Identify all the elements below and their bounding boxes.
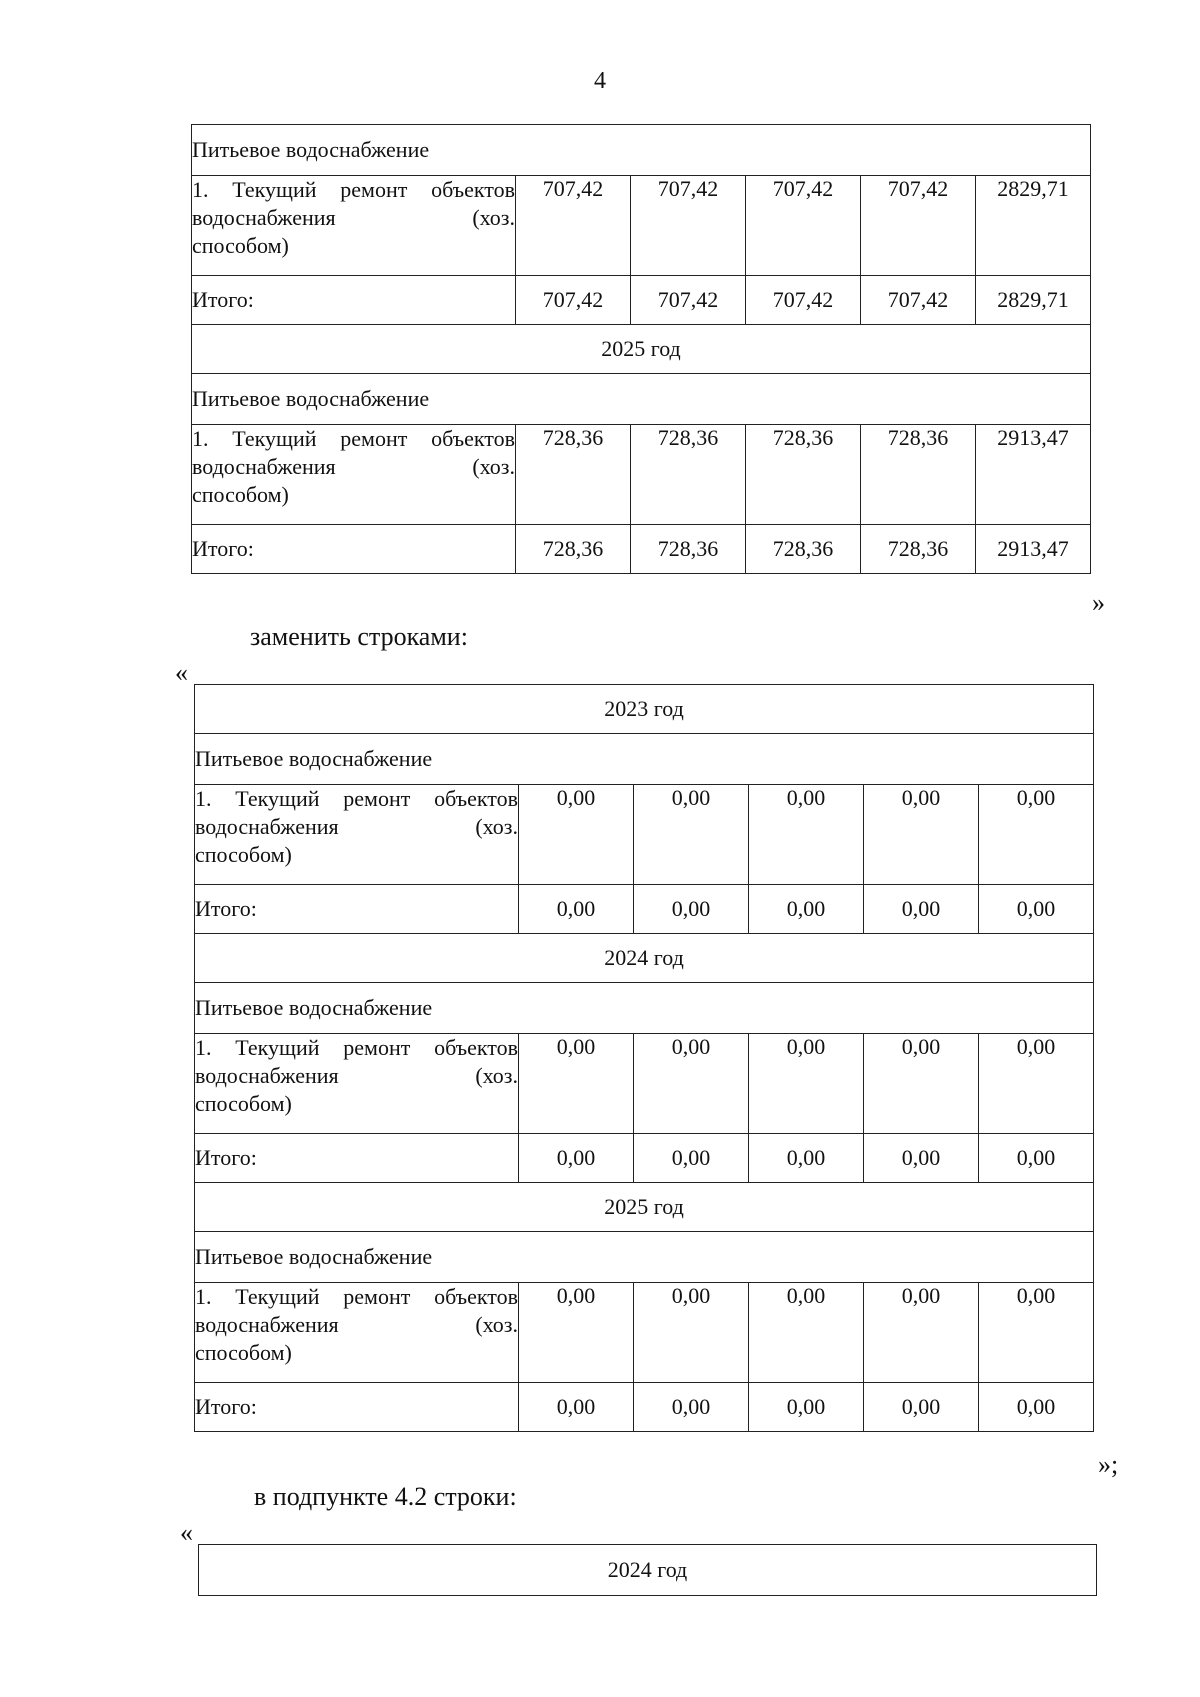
row-label-line: водоснабжения bbox=[195, 1312, 339, 1337]
total-label: Итого: bbox=[195, 885, 519, 934]
value-cell: 2829,71 bbox=[976, 276, 1091, 325]
row-label-line: (хоз. bbox=[475, 1312, 518, 1337]
open-quote: « bbox=[180, 1518, 193, 1547]
value-cell: 0,00 bbox=[979, 785, 1094, 885]
value-cell: 0,00 bbox=[749, 1283, 864, 1383]
value-cell: 728,36 bbox=[861, 525, 976, 574]
row-label-line: 1. Текущий ремонт объектов bbox=[195, 1284, 518, 1309]
year-row bbox=[199, 1545, 1097, 1596]
value-cell: 0,00 bbox=[519, 885, 634, 934]
value-cell: 2913,47 bbox=[976, 425, 1091, 525]
value-cell: 728,36 bbox=[631, 525, 746, 574]
year-label: 2025 год bbox=[192, 325, 1091, 374]
total-row bbox=[195, 885, 1094, 934]
row-label bbox=[192, 176, 516, 276]
row-label-line: 1. Текущий ремонт объектов bbox=[195, 1035, 518, 1060]
row-label-line: способом) bbox=[195, 842, 292, 867]
value-cell: 707,42 bbox=[631, 276, 746, 325]
value-cell: 0,00 bbox=[979, 1134, 1094, 1183]
value-cell: 707,42 bbox=[631, 176, 746, 276]
table-original-rows bbox=[191, 124, 1091, 574]
total-row bbox=[192, 525, 1091, 574]
value-cell: 0,00 bbox=[749, 785, 864, 885]
row-label-line: (хоз. bbox=[472, 454, 515, 479]
value-cell: 707,42 bbox=[861, 276, 976, 325]
row-label-line: способом) bbox=[192, 482, 289, 507]
row-label-line: способом) bbox=[195, 1091, 292, 1116]
section-title: Питьевое водоснабжение bbox=[195, 983, 1094, 1034]
total-label: Итого: bbox=[192, 276, 516, 325]
year-label: 2025 год bbox=[195, 1183, 1094, 1232]
year-row bbox=[195, 685, 1094, 734]
value-cell: 0,00 bbox=[864, 1034, 979, 1134]
value-cell: 0,00 bbox=[519, 1134, 634, 1183]
year-row bbox=[192, 325, 1091, 374]
replace-instruction: заменить строками: bbox=[250, 622, 468, 651]
repair-row bbox=[195, 785, 1094, 885]
total-row bbox=[192, 276, 1091, 325]
repair-row bbox=[192, 176, 1091, 276]
total-label: Итого: bbox=[192, 525, 516, 574]
value-cell: 0,00 bbox=[634, 785, 749, 885]
section-row bbox=[192, 125, 1091, 176]
value-cell: 0,00 bbox=[979, 1383, 1094, 1432]
value-cell: 0,00 bbox=[864, 885, 979, 934]
value-cell: 728,36 bbox=[746, 425, 861, 525]
value-cell: 0,00 bbox=[519, 785, 634, 885]
row-label-line: способом) bbox=[192, 233, 289, 258]
section-row bbox=[195, 1232, 1094, 1283]
value-cell: 0,00 bbox=[519, 1034, 634, 1134]
value-cell: 0,00 bbox=[979, 1283, 1094, 1383]
row-label bbox=[192, 425, 516, 525]
value-cell: 0,00 bbox=[864, 785, 979, 885]
year-row bbox=[195, 1183, 1094, 1232]
row-label-line: (хоз. bbox=[472, 205, 515, 230]
value-cell: 0,00 bbox=[979, 1034, 1094, 1134]
value-cell: 0,00 bbox=[979, 885, 1094, 934]
value-cell: 0,00 bbox=[749, 1134, 864, 1183]
row-label-line: водоснабжения bbox=[195, 1063, 339, 1088]
year-label: 2024 год bbox=[199, 1545, 1097, 1596]
row-label-line: водоснабжения bbox=[192, 454, 336, 479]
value-cell: 0,00 bbox=[749, 1034, 864, 1134]
repair-row bbox=[195, 1034, 1094, 1134]
row-label bbox=[195, 1283, 519, 1383]
value-cell: 707,42 bbox=[516, 276, 631, 325]
subsection-instruction: в подпункте 4.2 строки: bbox=[254, 1482, 517, 1511]
row-label bbox=[195, 1034, 519, 1134]
row-label-line: водоснабжения bbox=[192, 205, 336, 230]
total-row bbox=[195, 1134, 1094, 1183]
row-label-line: (хоз. bbox=[475, 1063, 518, 1088]
value-cell: 728,36 bbox=[516, 525, 631, 574]
value-cell: 0,00 bbox=[864, 1134, 979, 1183]
section-title: Питьевое водоснабжение bbox=[195, 1232, 1094, 1283]
value-cell: 728,36 bbox=[631, 425, 746, 525]
close-quote: »; bbox=[1098, 1450, 1119, 1479]
section-row bbox=[192, 374, 1091, 425]
value-cell: 0,00 bbox=[749, 885, 864, 934]
row-label-line: (хоз. bbox=[475, 814, 518, 839]
row-label-line: водоснабжения bbox=[195, 814, 339, 839]
row-label-line: 1. Текущий ремонт объектов bbox=[192, 177, 515, 202]
value-cell: 0,00 bbox=[634, 1034, 749, 1134]
value-cell: 728,36 bbox=[746, 525, 861, 574]
section-title: Питьевое водоснабжение bbox=[192, 125, 1091, 176]
total-label: Итого: bbox=[195, 1134, 519, 1183]
value-cell: 728,36 bbox=[861, 425, 976, 525]
repair-row bbox=[192, 425, 1091, 525]
value-cell: 0,00 bbox=[634, 1283, 749, 1383]
table-subsection-4-2 bbox=[198, 1544, 1097, 1596]
value-cell: 0,00 bbox=[519, 1383, 634, 1432]
year-label: 2024 год bbox=[195, 934, 1094, 983]
value-cell: 707,42 bbox=[746, 276, 861, 325]
row-label-line: способом) bbox=[195, 1340, 292, 1365]
section-title: Питьевое водоснабжение bbox=[195, 734, 1094, 785]
value-cell: 0,00 bbox=[864, 1383, 979, 1432]
page-number: 4 bbox=[594, 68, 606, 94]
close-quote: » bbox=[1092, 588, 1105, 617]
section-row bbox=[195, 983, 1094, 1034]
value-cell: 707,42 bbox=[516, 176, 631, 276]
year-label: 2023 год bbox=[195, 685, 1094, 734]
year-row bbox=[195, 934, 1094, 983]
value-cell: 0,00 bbox=[519, 1283, 634, 1383]
value-cell: 2913,47 bbox=[976, 525, 1091, 574]
value-cell: 0,00 bbox=[864, 1283, 979, 1383]
value-cell: 0,00 bbox=[634, 885, 749, 934]
repair-row bbox=[195, 1283, 1094, 1383]
total-label: Итого: bbox=[195, 1383, 519, 1432]
section-row bbox=[195, 734, 1094, 785]
value-cell: 2829,71 bbox=[976, 176, 1091, 276]
table-replacement-rows bbox=[194, 684, 1094, 1432]
section-title: Питьевое водоснабжение bbox=[192, 374, 1091, 425]
row-label bbox=[195, 785, 519, 885]
value-cell: 707,42 bbox=[861, 176, 976, 276]
value-cell: 707,42 bbox=[746, 176, 861, 276]
open-quote: « bbox=[175, 658, 188, 687]
row-label-line: 1. Текущий ремонт объектов bbox=[192, 426, 515, 451]
value-cell: 728,36 bbox=[516, 425, 631, 525]
value-cell: 0,00 bbox=[634, 1134, 749, 1183]
row-label-line: 1. Текущий ремонт объектов bbox=[195, 786, 518, 811]
total-row bbox=[195, 1383, 1094, 1432]
value-cell: 0,00 bbox=[634, 1383, 749, 1432]
value-cell: 0,00 bbox=[749, 1383, 864, 1432]
